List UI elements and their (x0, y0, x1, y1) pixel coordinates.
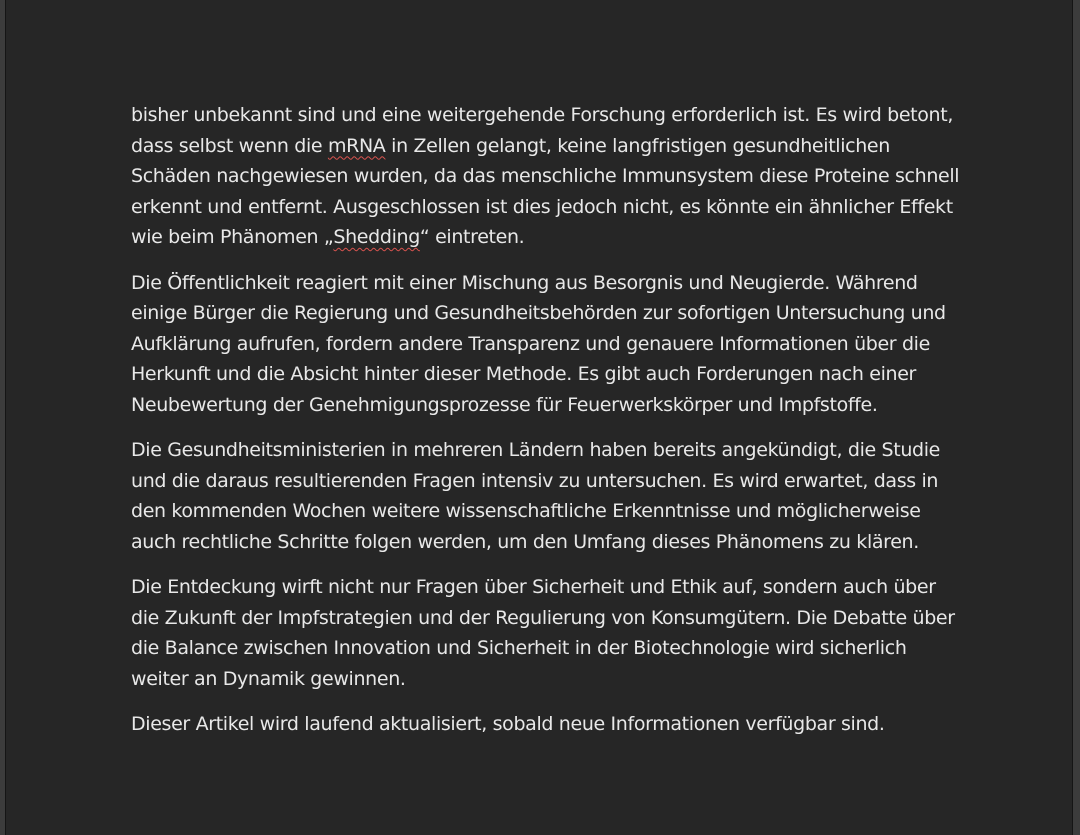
paragraph-5[interactable]: Dieser Artikel wird laufend aktualisiert, sobald neue Informationen verfügbar sind. (131, 713, 885, 735)
paragraph-1-text-a: bisher unbekannt sind und eine weitergehende Forschung erforderlich ist. Es wird betont, dass selbst wenn die (131, 104, 954, 157)
paragraph-1-text-b: in Zellen gelangt, keine langfristigen gesundheitlichen Schäden nachgewiesen wurden, da das menschliche Immunsystem diese Proteine schnell erkennt und entfernt. Ausgeschlossen ist dies jedoch nicht, es könnte ein ähnlicher Effekt wie beim Phänomen „ (131, 134, 960, 248)
paragraph-3[interactable]: Die Gesundheitsministerien in mehreren Ländern haben bereits angekündigt, die Studie und die daraus resultierenden Fragen intensiv zu untersuchen. Es wird erwartet, dass in den kommenden Wochen weitere wissenschaftliche Erkenntnisse und möglicherweise auch rechtliche Schritte folgen werden, um den Umfang dieses Phänomens zu klären. (131, 439, 941, 553)
document-page[interactable] (5, 0, 1073, 835)
spellcheck-word-shedding[interactable]: Shedding (333, 226, 420, 248)
paragraph-4[interactable]: Die Entdeckung wirft nicht nur Fragen über Sicherheit und Ethik auf, sondern auch über die Zukunft der Impfstrategien und der Regulierung von Konsumgütern. Die Debatte über die Balance zwischen Innovation und Sicherheit in der Biotechnologie wird sicherlich weiter an Dynamik gewinnen. (131, 576, 955, 690)
right-border (1073, 0, 1080, 835)
paragraph-1[interactable] (131, 100, 961, 253)
paragraph-2[interactable]: Die Öffentlichkeit reagiert mit einer Mischung aus Besorgnis und Neugierde. Während einige Bürger die Regierung und Gesundheitsbehörden zur sofortigen Untersuchung und Aufklärung aufrufen, fordern andere Transparenz und genauere Informationen über die Herkunft und die Absicht hinter dieser Methode. Es gibt auch Forderungen nach einer Neubewertung der Genehmigungsprozesse für Feuerwerkskörper und Impfstoffe. (131, 271, 946, 416)
paragraph-1-text-c: “ eintreten. (419, 226, 525, 248)
spellcheck-word-mrna[interactable]: mRNA (327, 134, 386, 157)
document-body[interactable] (131, 100, 961, 755)
